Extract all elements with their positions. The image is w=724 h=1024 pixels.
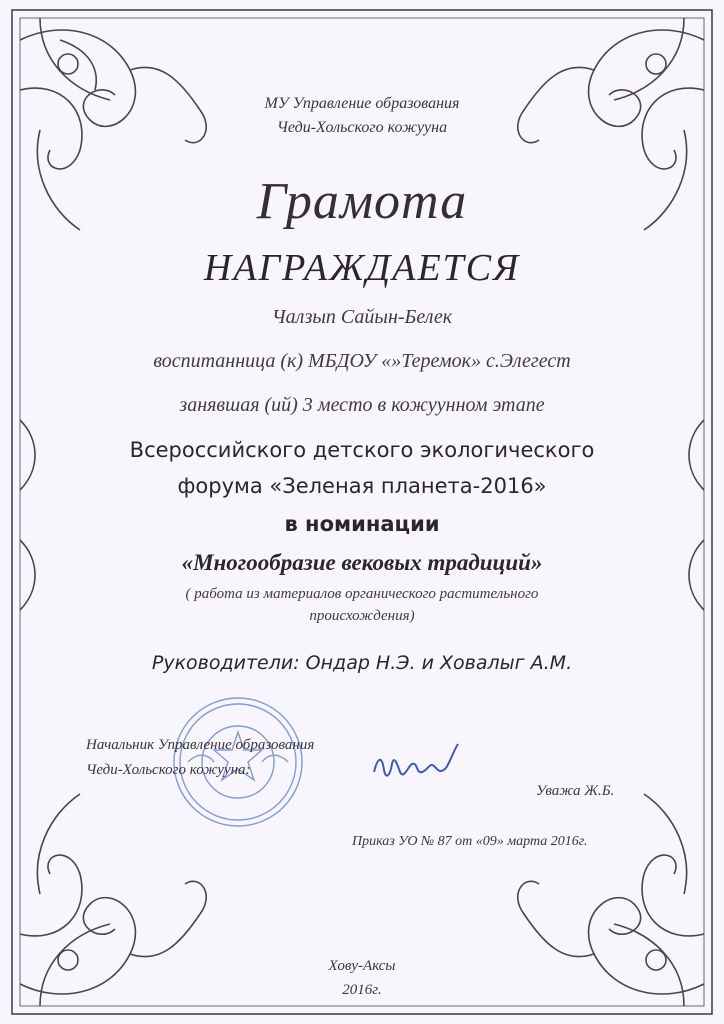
forum-line-1: Всероссийского детского экологического — [129, 438, 595, 462]
nomination-label: в номинации — [284, 512, 440, 536]
place-line: занявшая (ий) 3 место в кожуунном этапе — [179, 394, 545, 416]
order-reference: Приказ УО № 87 от «09» марта 2016г. — [352, 834, 588, 849]
recipient-name: Чалзып Сайын-Белек — [271, 306, 453, 328]
handwritten-signature-icon — [368, 736, 464, 788]
signatory-title-line-2: Чеди-Хольского кожууна: — [86, 762, 251, 778]
awarded-heading: НАГРАЖДАЕТСЯ — [203, 247, 521, 289]
organization-line-2: Чеди-Хольского кожууна — [276, 119, 448, 136]
certificate-title: Грамота — [256, 173, 468, 230]
nomination-name: «Многообразие вековых традиций» — [181, 550, 543, 575]
forum-line-2: форума «Зеленая планета-2016» — [177, 474, 547, 498]
issue-city: Хову-Аксы — [328, 958, 396, 974]
issue-year: 2016г. — [342, 982, 382, 998]
leaders-line: Руководители: Ондар Н.Э. и Ховалыг А.М. — [151, 652, 573, 674]
work-description-line-2: происхождения) — [309, 608, 415, 624]
signatory-name: Уважа Ж.Б. — [536, 783, 615, 799]
organization-line-1: МУ Управление образования — [264, 95, 460, 112]
work-description-line-1: ( работа из материалов органического растительного — [185, 586, 539, 602]
signatory-title-line-1: Начальник Управление образования — [86, 737, 315, 753]
pupil-line: воспитанница (к) МБДОУ «»Теремок» с.Элегест — [153, 350, 571, 372]
